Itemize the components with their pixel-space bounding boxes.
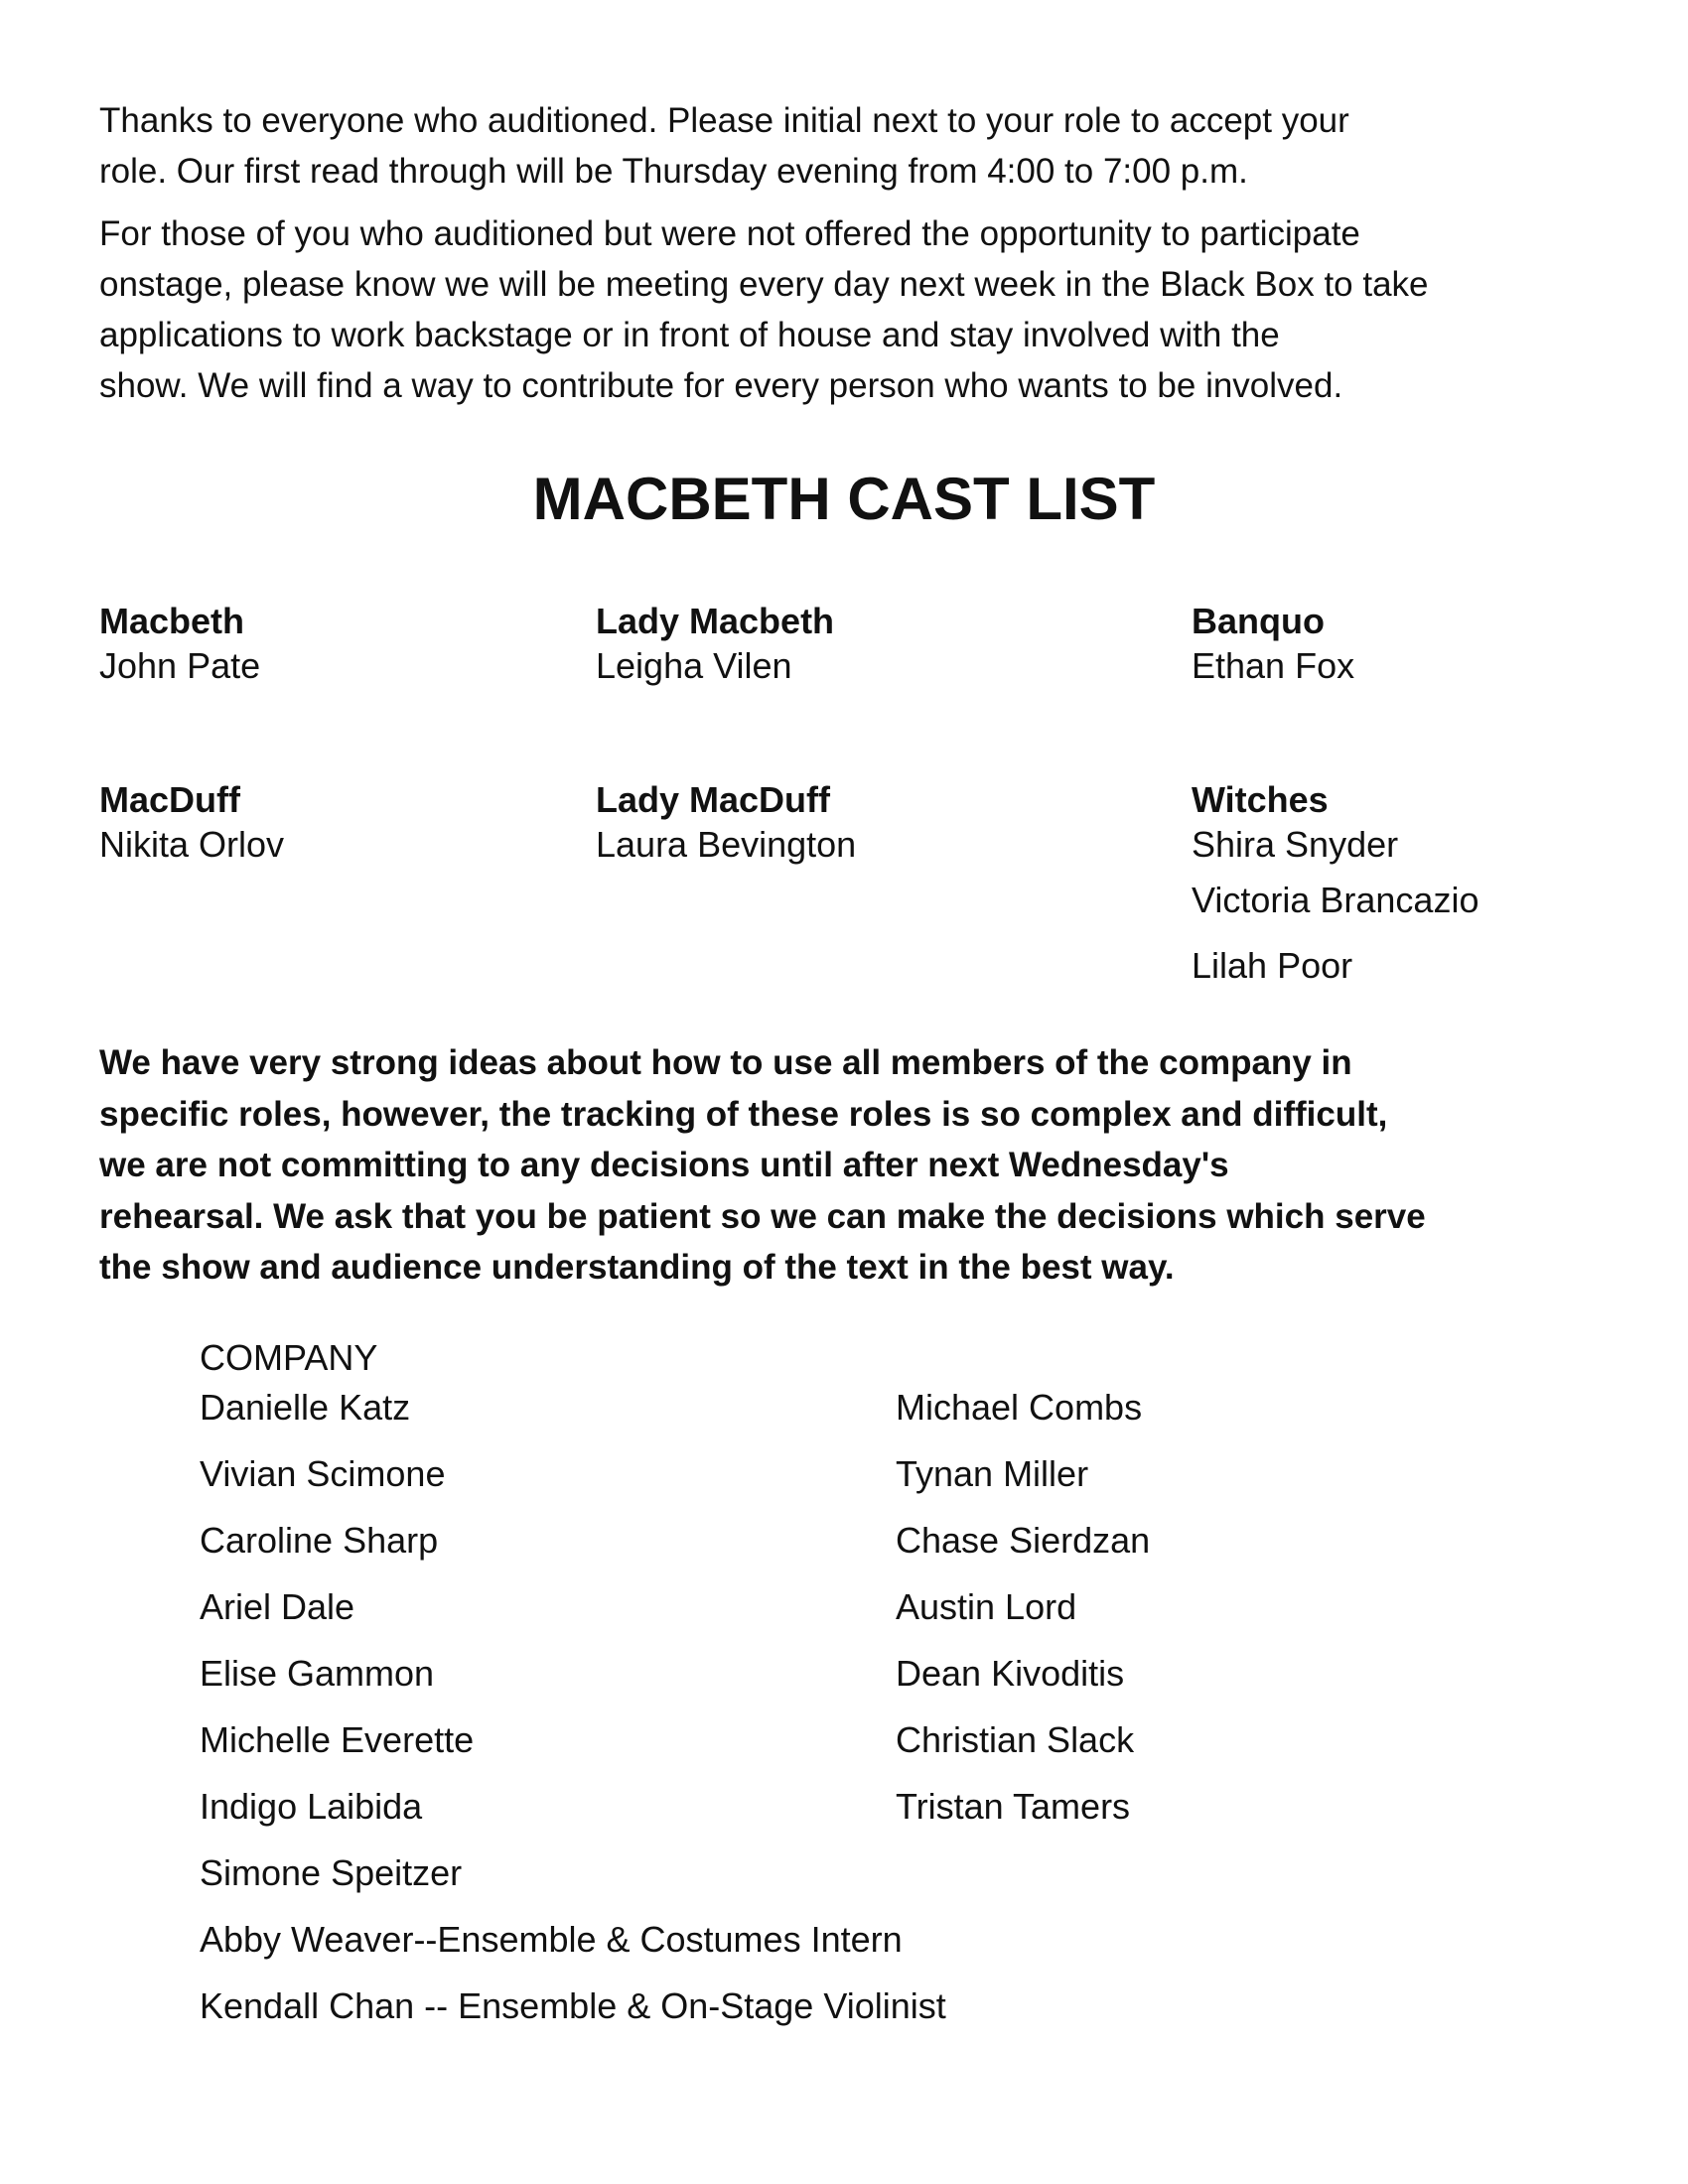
company-heading: COMPANY — [200, 1337, 378, 1378]
casting-notice: We have very strong ideas about how to use all members of the company in specific roles, however, the tracking of these roles is so complex and difficult, we are not committing to any decisions until after next Wednesday's rehearsal. We ask that you be patient so we can make the decisions which serve the show and audience understanding of the text in the best way. — [99, 1043, 1426, 1287]
actor-name: Ethan Fox — [1192, 645, 1355, 686]
actor-name: Lilah Poor — [1192, 945, 1353, 986]
intro-paragraph-2: For those of you who auditioned but were not offered the opportunity to participate onstage, please know we will be meeting every day next week in the Black Box to take applications to work backstage or in front of house and stay involved with the show. We will find a way to contribute for every person who wants to be involved. — [99, 214, 1429, 405]
company-member: Austin Lord — [896, 1586, 1077, 1627]
role-name: Macbeth — [99, 601, 245, 641]
actor-name: Laura Bevington — [596, 824, 857, 865]
role-name: Witches — [1192, 779, 1329, 820]
page-title: MACBETH CAST LIST — [532, 466, 1156, 532]
role-banquo — [1192, 599, 1354, 688]
company-member: Simone Speitzer — [200, 1852, 463, 1893]
company-member: Michael Combs — [896, 1387, 1143, 1428]
actor-name: Leigha Vilen — [596, 645, 792, 686]
company-list-right — [896, 1374, 1150, 1840]
company-member: Caroline Sharp — [200, 1520, 439, 1561]
company-member: Christian Slack — [896, 1719, 1135, 1760]
role-name: Lady Macbeth — [596, 601, 835, 641]
company-member: Chase Sierdzan — [896, 1520, 1151, 1561]
actor-name: Victoria Brancazio — [1192, 880, 1479, 920]
role-lady-macbeth — [596, 599, 834, 688]
company-member: Tynan Miller — [896, 1453, 1089, 1494]
company-member: Kendall Chan -- Ensemble & On-Stage Violinist — [200, 1985, 946, 2026]
actor-name: Nikita Orlov — [99, 824, 285, 865]
role-macbeth — [99, 599, 260, 688]
company-member: Michelle Everette — [200, 1719, 475, 1760]
company-member: Dean Kivoditis — [896, 1653, 1125, 1694]
actor-name: John Pate — [99, 645, 261, 686]
company-member: Abby Weaver--Ensemble & Costumes Intern — [200, 1919, 903, 1960]
role-macduff — [99, 777, 284, 867]
intro-paragraph-1: Thanks to everyone who auditioned. Please initial next to your role to accept your role. Our first read through will be Thursday evening from 4:00 to 7:00 p.m. — [99, 101, 1349, 191]
role-name: MacDuff — [99, 779, 240, 820]
company-member: Indigo Laibida — [200, 1786, 423, 1827]
company-member: Vivian Scimone — [200, 1453, 446, 1494]
company-member: Danielle Katz — [200, 1387, 411, 1428]
company-list-left — [200, 1374, 946, 2039]
role-name: Banquo — [1192, 601, 1325, 641]
company-member: Elise Gammon — [200, 1653, 435, 1694]
company-member: Ariel Dale — [200, 1586, 355, 1627]
role-lady-macduff — [596, 777, 856, 867]
role-name: Lady MacDuff — [596, 779, 831, 820]
role-witches — [1192, 777, 1478, 998]
company-member: Tristan Tamers — [896, 1786, 1131, 1827]
actor-name: Shira Snyder — [1192, 824, 1399, 865]
